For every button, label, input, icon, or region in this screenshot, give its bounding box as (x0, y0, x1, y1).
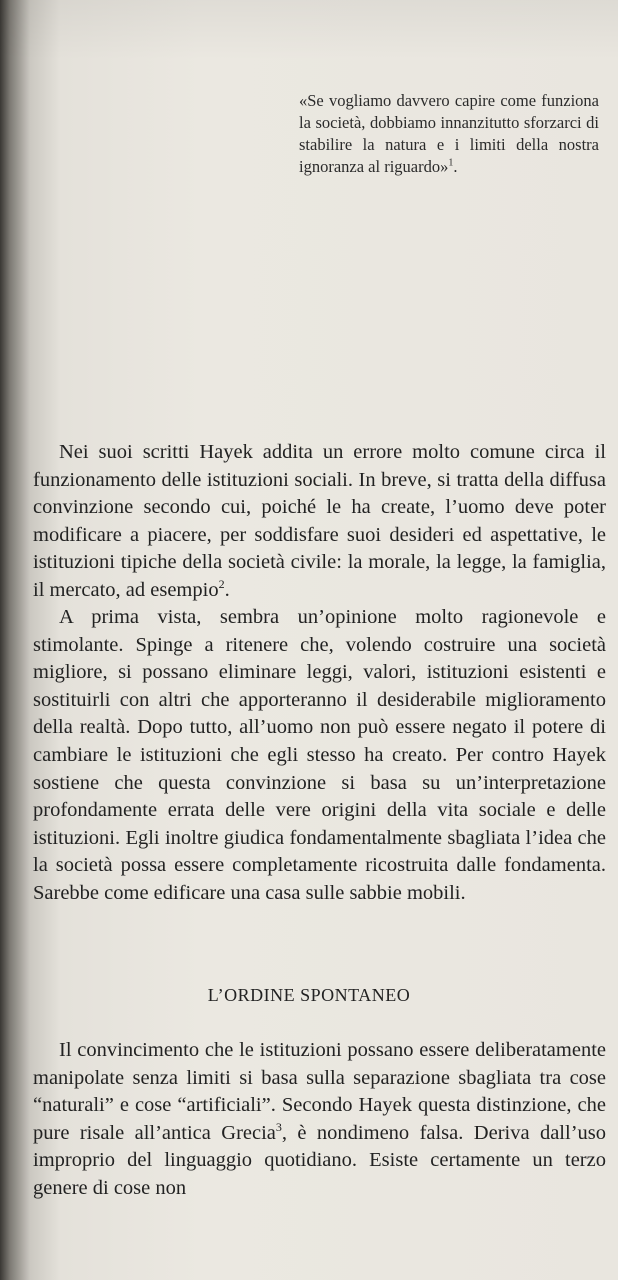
paragraph-3-continuation: , è nondimeno falsa. Deriva dall’uso improprio del linguaggio quotidiano. Esiste certamente un terzo genere di cose non (33, 1121, 607, 1199)
epigraph-text: «Se vogliamo davvero capire come funziona la società, dobbiamo innanzitutto sforzarci di stabilire la natura e i limiti della nostra ignoranza al riguardo» (299, 91, 599, 176)
footnote-marker: 1 (448, 157, 454, 169)
epigraph-end: . (453, 157, 458, 176)
footnote-marker: 2 (218, 577, 225, 592)
paragraph-2: A prima vista, sembra un’opinione molto ragionevole e stimolante. Spinge a ritenere che, volendo costruire una società migliore, si possano eliminare leggi, valori, istituzioni esistenti e sostituirli con altri che apporteranno il desiderabile miglioramento della realtà. Dopo tutto, all’uomo non può essere negato il potere di cambiare le istituzioni che egli stesso ha creato. Per contro Hayek sostiene che questa convinzione si basa su un’interpretazione profondamente errata delle vere origini della vita sociale e delle istituzioni. Egli inoltre giudica fondamentalmente sbagliata l’idea che la società possa essere completamente ricostruita dalle fondamenta. Sarebbe come edificare una casa sulle sabbie mobili. (33, 606, 606, 904)
paragraph-1 (33, 439, 606, 605)
page-shadow (0, 0, 618, 60)
epigraph-quote (299, 90, 599, 178)
paragraph-3 (33, 1037, 606, 1203)
footnote-marker: 3 (275, 1119, 282, 1134)
paragraph-1-end: . (224, 578, 230, 601)
section-heading: L’ORDINE SPONTANEO (207, 985, 411, 1005)
paragraph-3-text: Il convincimento che le istituzioni possano essere deliberatamente manipolate senza limiti si basa sulla separazione sbagliata tra cose “naturali” e cose “artificiali”. Secondo Hayek questa distinzione, che pure risale all’antica Grecia (33, 1039, 606, 1144)
paragraph-1-text: Nei suoi scritti Hayek addita un errore molto comune circa il funzionamento delle istituzioni sociali. In breve, si tratta della diffusa convinzione secondo cui, poiché le ha create, l’uomo deve poter modificare a piacere, per soddisfare suoi desideri ed aspettative, le istituzioni tipiche della società civile: la morale, la legge, la famiglia, il mercato, ad esempio (33, 441, 606, 601)
